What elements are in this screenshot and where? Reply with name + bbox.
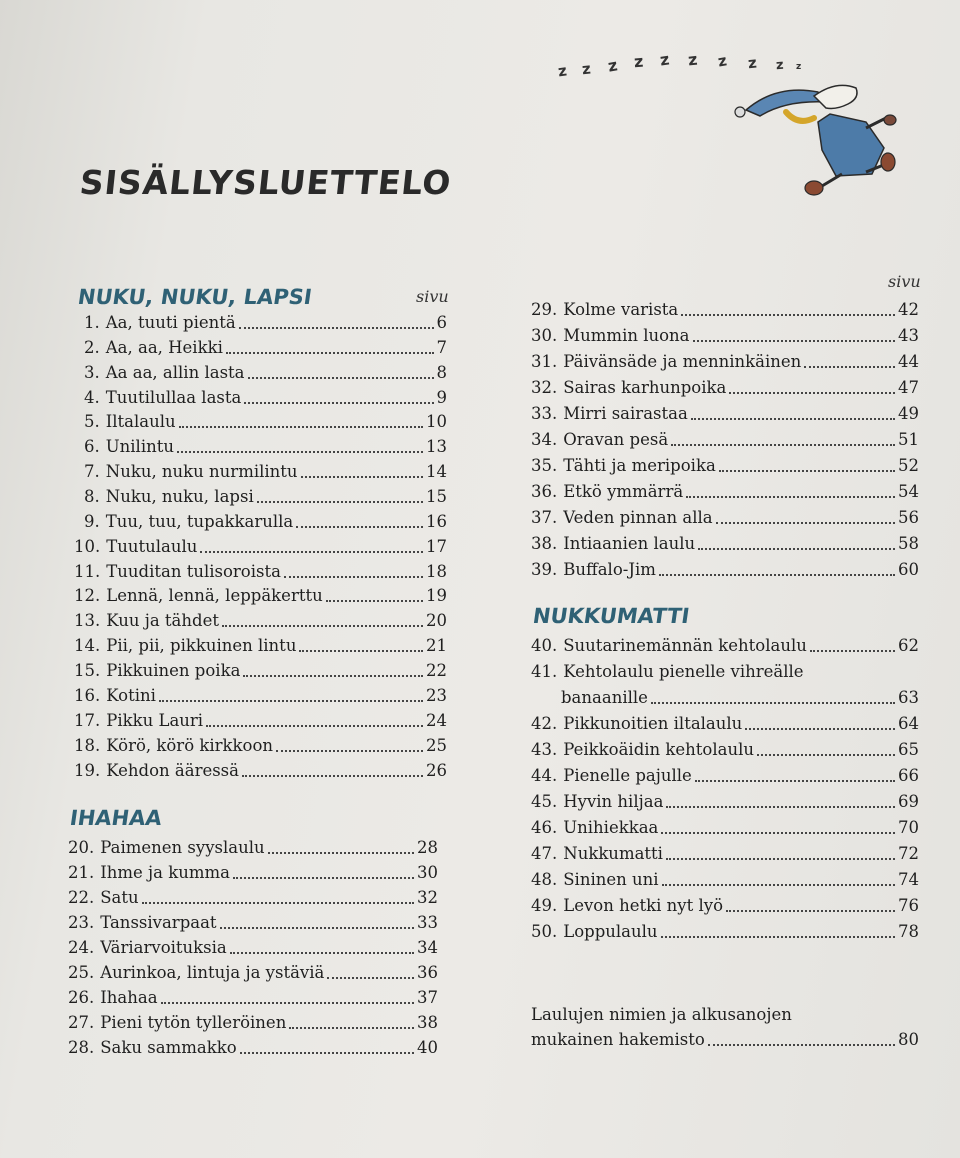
entry-page: 62 — [898, 636, 919, 655]
toc-entry[interactable] — [531, 790, 919, 814]
entry-number: 33. — [531, 404, 558, 423]
entry-number: 39. — [531, 560, 558, 579]
toc-entry[interactable] — [531, 428, 919, 452]
entry-page: 30 — [417, 863, 438, 882]
toc-entry[interactable] — [531, 660, 919, 684]
dot-leader — [327, 977, 414, 979]
dot-leader — [257, 501, 423, 503]
dot-leader — [200, 551, 423, 553]
dot-leader — [159, 700, 423, 702]
z-letter: z — [747, 53, 758, 73]
entry-page: 21 — [426, 636, 447, 655]
index-entry-title: mukainen hakemisto — [531, 1030, 705, 1049]
entry-page: 37 — [417, 988, 438, 1007]
entry-title: Kehtolaulu pienelle vihreälle — [563, 662, 804, 681]
entry-title: Hyvin hiljaa — [563, 792, 664, 811]
entry-title: Unilintu — [105, 437, 174, 456]
toc-entry[interactable] — [68, 961, 438, 985]
toc-entry[interactable] — [84, 460, 447, 484]
dot-leader — [233, 877, 414, 879]
toc-entry[interactable] — [531, 712, 919, 736]
nightcap-tassel — [735, 107, 745, 117]
toc-entry[interactable] — [531, 894, 919, 918]
entry-number: 32. — [531, 378, 558, 397]
entry-number: 20. — [68, 838, 95, 857]
entry-page: 70 — [898, 818, 919, 837]
entry-page: 36 — [417, 963, 438, 982]
entry-number: 43. — [531, 740, 558, 759]
page-column-label: sivu — [888, 272, 921, 291]
dot-leader — [226, 352, 434, 354]
entry-page: 38 — [417, 1013, 438, 1032]
toc-entry[interactable] — [531, 738, 919, 762]
toc-entry[interactable] — [531, 480, 919, 504]
dot-leader — [726, 910, 895, 912]
entry-page: 40 — [417, 1038, 438, 1057]
entry-title: Mummin luona — [563, 326, 690, 345]
entry-number: 35. — [531, 456, 558, 475]
dot-leader — [242, 775, 423, 777]
dot-leader — [243, 675, 423, 677]
entry-number: 23. — [68, 913, 95, 932]
dot-leader — [244, 402, 433, 404]
entry-title: Tuutilullaa lasta — [105, 388, 242, 407]
shoe-left — [805, 181, 823, 195]
toc-entry[interactable] — [74, 584, 447, 608]
entry-page: 69 — [898, 792, 919, 811]
toc-entry[interactable] — [74, 734, 447, 758]
entry-title: Kolme varista — [563, 300, 679, 319]
entry-number: 41. — [531, 662, 558, 681]
entry-page: 7 — [436, 338, 447, 357]
entry-number: 9. — [84, 512, 100, 531]
dot-leader — [681, 314, 895, 316]
entry-title: Nuku, nuku, lapsi — [105, 487, 254, 506]
entry-number: 42. — [531, 714, 558, 733]
entry-title: Nukkumatti — [563, 844, 663, 863]
dot-leader — [693, 340, 895, 342]
entry-title: Ihahaa — [100, 988, 158, 1007]
dot-leader — [284, 576, 423, 578]
dot-leader — [177, 451, 423, 453]
entry-number: 21. — [68, 863, 95, 882]
toc-entry[interactable] — [531, 506, 919, 530]
toc-entry-continuation[interactable] — [561, 686, 919, 710]
entry-page: 22 — [426, 661, 447, 680]
dot-leader — [804, 366, 895, 368]
entry-number: 25. — [68, 963, 95, 982]
entry-title: Tuu, tuu, tupakkarulla — [105, 512, 294, 531]
entry-page: 24 — [426, 711, 447, 730]
toc-entry[interactable] — [84, 311, 447, 335]
dot-leader — [220, 927, 414, 929]
entry-title: Peikkoäidin kehtolaulu — [563, 740, 755, 759]
toc-entry[interactable] — [531, 842, 919, 866]
dot-leader — [276, 750, 423, 752]
dot-leader — [240, 1052, 414, 1054]
dot-leader — [671, 444, 895, 446]
index-entry[interactable] — [531, 1028, 919, 1052]
toc-entry[interactable] — [531, 868, 919, 892]
entry-page: 28 — [417, 838, 438, 857]
entry-page: 43 — [898, 326, 919, 345]
entry-title: Pikkunoitien iltalaulu — [563, 714, 743, 733]
entry-number: 34. — [531, 430, 558, 449]
entry-page: 72 — [898, 844, 919, 863]
entry-page: 23 — [426, 686, 447, 705]
entry-number: 36. — [531, 482, 558, 501]
entry-title: Etkö ymmärrä — [563, 482, 684, 501]
entry-page: 33 — [417, 913, 438, 932]
entry-title: Pikkuinen poika — [106, 661, 241, 680]
dot-leader — [296, 526, 423, 528]
hair-strand — [786, 112, 814, 121]
entry-title: Lennä, lennä, leppäkerttu — [106, 586, 323, 605]
entry-page: 52 — [898, 456, 919, 475]
dot-leader — [206, 725, 423, 727]
entry-number: 17. — [74, 711, 101, 730]
entry-page: 76 — [898, 896, 919, 915]
entry-page: 9 — [436, 388, 447, 407]
page-title: SISÄLLYSLUETTELO — [77, 163, 454, 202]
toc-entry[interactable] — [68, 1011, 438, 1035]
entry-page: 49 — [898, 404, 919, 423]
dot-leader — [301, 476, 423, 478]
entry-page: 17 — [426, 537, 447, 556]
dot-leader — [299, 650, 423, 652]
dot-leader — [666, 806, 895, 808]
toc-entry[interactable] — [68, 836, 438, 860]
entry-number: 2. — [84, 338, 100, 357]
dot-leader — [142, 902, 414, 904]
entry-number: 26. — [68, 988, 95, 1007]
entry-number: 18. — [74, 736, 101, 755]
toc-entry[interactable] — [531, 350, 919, 374]
entry-number: 30. — [531, 326, 558, 345]
entry-title: Kehdon ääressä — [106, 761, 239, 780]
dot-leader — [698, 548, 895, 550]
entry-title: Ihme ja kumma — [100, 863, 231, 882]
entry-page: 18 — [426, 562, 447, 581]
entry-title: Oravan pesä — [563, 430, 669, 449]
z-letter: z — [796, 62, 802, 72]
dot-leader — [239, 327, 434, 329]
entry-title: Tuutulaulu — [106, 537, 198, 556]
toc-entry[interactable] — [84, 435, 447, 459]
entry-title: Kotini — [106, 686, 156, 705]
page-column-label: sivu — [416, 287, 449, 306]
entry-number: 13. — [74, 611, 101, 630]
entry-number: 46. — [531, 818, 558, 837]
entry-number: 3. — [84, 363, 100, 382]
entry-number: 5. — [84, 412, 100, 431]
toc-entry[interactable] — [531, 558, 919, 582]
entry-title: Tanssivarpaat — [100, 913, 217, 932]
toc-entry[interactable] — [74, 659, 447, 683]
entry-number: 29. — [531, 300, 558, 319]
entry-title: Suutarinemännän kehtolaulu — [563, 636, 807, 655]
toc-entry[interactable] — [74, 759, 447, 783]
entry-page: 56 — [898, 508, 919, 527]
entry-number: 38. — [531, 534, 558, 553]
entry-page: 6 — [436, 313, 447, 332]
entry-page: 54 — [898, 482, 919, 501]
toc-entry[interactable] — [74, 634, 447, 658]
entry-title: Tähti ja meripoika — [563, 456, 716, 475]
arm-line — [866, 118, 886, 128]
toc-entry[interactable] — [84, 386, 447, 410]
entry-number: 27. — [68, 1013, 95, 1032]
dot-leader — [248, 377, 434, 379]
entry-number: 19. — [74, 761, 101, 780]
sleepwalker-illustration — [726, 78, 906, 203]
entry-number: 11. — [74, 562, 101, 581]
dot-leader — [230, 952, 414, 954]
entry-title: Pikku Lauri — [106, 711, 204, 730]
section-title: IHAHAA — [68, 806, 164, 830]
entry-number: 40. — [531, 636, 558, 655]
entry-title: Aurinkoa, lintuja ja ystäviä — [100, 963, 325, 982]
entry-page: 15 — [426, 487, 447, 506]
toc-entry[interactable] — [74, 609, 447, 633]
toc-entry[interactable] — [84, 410, 447, 434]
entry-page: 25 — [426, 736, 447, 755]
entry-number: 28. — [68, 1038, 95, 1057]
entry-number: 15. — [74, 661, 101, 680]
dot-leader — [326, 600, 423, 602]
toc-entry[interactable] — [68, 986, 438, 1010]
toc-entry[interactable] — [531, 454, 919, 478]
head-shape — [814, 85, 857, 108]
toc-entry[interactable] — [531, 816, 919, 840]
entry-title: Väriarvoituksia — [100, 938, 227, 957]
toc-entry[interactable] — [531, 920, 919, 944]
entry-title: Iltalaulu — [105, 412, 176, 431]
dot-leader — [729, 392, 895, 394]
z-letter: z — [716, 51, 729, 71]
dot-leader — [691, 418, 895, 420]
entry-page: 13 — [426, 437, 447, 456]
toc-entry[interactable] — [84, 510, 447, 534]
toc-entry[interactable] — [68, 1036, 438, 1060]
entry-page: 32 — [417, 888, 438, 907]
entry-title: Levon hetki nyt lyö — [563, 896, 723, 915]
entry-page: 80 — [898, 1030, 919, 1049]
toc-entry[interactable] — [68, 886, 438, 910]
toc-entry[interactable] — [531, 532, 919, 556]
entry-number: 4. — [84, 388, 100, 407]
entry-number: 37. — [531, 508, 558, 527]
toc-entry[interactable] — [531, 298, 919, 322]
entry-title: Sairas karhunpoika — [563, 378, 727, 397]
entry-title: Kuu ja tähdet — [106, 611, 219, 630]
toc-entry[interactable] — [68, 911, 438, 935]
dot-leader — [695, 780, 895, 782]
entry-number: 22. — [68, 888, 95, 907]
entry-page: 16 — [426, 512, 447, 531]
toc-entry[interactable] — [74, 709, 447, 733]
entry-title: Unihiekkaa — [563, 818, 659, 837]
entry-page: 20 — [426, 611, 447, 630]
entry-title: Aa, tuuti pientä — [105, 313, 236, 332]
entry-number: 24. — [68, 938, 95, 957]
toc-entry[interactable] — [531, 764, 919, 788]
dot-leader — [161, 1002, 414, 1004]
hand-shape — [884, 115, 896, 125]
toc-entry[interactable] — [531, 324, 919, 348]
entry-title: Satu — [100, 888, 139, 907]
dot-leader — [289, 1027, 414, 1029]
entry-page: 78 — [898, 922, 919, 941]
entry-title: Nuku, nuku nurmilintu — [105, 462, 298, 481]
entry-number: 50. — [531, 922, 558, 941]
dot-leader — [661, 832, 895, 834]
entry-page: 60 — [898, 560, 919, 579]
toc-entry[interactable] — [531, 376, 919, 400]
entry-title: Mirri sairastaa — [563, 404, 688, 423]
dot-leader — [708, 1044, 895, 1046]
dot-leader — [810, 650, 895, 652]
entry-number: 47. — [531, 844, 558, 863]
entry-number: 12. — [74, 586, 101, 605]
entry-number: 48. — [531, 870, 558, 889]
entry-number: 10. — [74, 537, 101, 556]
entry-title: Sininen uni — [563, 870, 659, 889]
entry-title: Pienelle pajulle — [563, 766, 692, 785]
entry-title: Loppulaulu — [563, 922, 658, 941]
entry-page: 44 — [898, 352, 919, 371]
dot-leader — [716, 522, 895, 524]
dot-leader — [662, 884, 895, 886]
shoe-right — [881, 153, 895, 171]
entry-page: 63 — [898, 688, 919, 707]
entry-title: Päivänsäde ja menninkäinen — [563, 352, 802, 371]
entry-title: Tuuditan tulisoroista — [106, 562, 281, 581]
entry-number: 31. — [531, 352, 558, 371]
entry-page: 47 — [898, 378, 919, 397]
toc-entry[interactable] — [84, 336, 447, 360]
entry-page: 8 — [436, 363, 447, 382]
entry-number: 14. — [74, 636, 101, 655]
dot-leader — [666, 858, 895, 860]
entry-title: Veden pinnan alla — [563, 508, 713, 527]
dot-leader — [745, 728, 895, 730]
entry-title: Pieni tytön tylleröinen — [100, 1013, 287, 1032]
entry-title: Buffalo-Jim — [563, 560, 656, 579]
dot-leader — [222, 625, 423, 627]
toc-entry[interactable] — [74, 560, 447, 584]
entry-number: 16. — [74, 686, 101, 705]
dot-leader — [719, 470, 895, 472]
entry-number: 7. — [84, 462, 100, 481]
z-letter: z — [658, 49, 671, 70]
entry-title-continuation: banaanille — [561, 688, 648, 707]
z-letter: z — [556, 61, 568, 81]
entry-page: 34 — [417, 938, 438, 957]
entry-number: 1. — [84, 313, 100, 332]
z-letter: z — [775, 57, 785, 74]
dot-leader — [659, 574, 895, 576]
dot-leader — [661, 936, 895, 938]
entry-number: 8. — [84, 487, 100, 506]
entry-title: Aa aa, allin lasta — [105, 363, 245, 382]
toc-entry[interactable] — [68, 936, 438, 960]
entry-page: 65 — [898, 740, 919, 759]
entry-number: 49. — [531, 896, 558, 915]
entry-page: 26 — [426, 761, 447, 780]
section-title: NUKU, NUKU, LAPSI — [76, 285, 314, 309]
dot-leader — [686, 496, 895, 498]
entry-title: Aa, aa, Heikki — [105, 338, 223, 357]
entry-page: 66 — [898, 766, 919, 785]
z-letter: z — [687, 49, 699, 70]
z-letter: z — [606, 55, 619, 76]
entry-page: 58 — [898, 534, 919, 553]
entry-page: 14 — [426, 462, 447, 481]
dot-leader — [179, 426, 423, 428]
entry-title: Pii, pii, pikkuinen lintu — [106, 636, 297, 655]
toc-entry[interactable] — [84, 485, 447, 509]
toc-entry[interactable] — [74, 535, 447, 559]
toc-entry[interactable] — [84, 361, 447, 385]
dot-leader — [268, 852, 414, 854]
entry-page: 42 — [898, 300, 919, 319]
dot-leader — [651, 702, 895, 704]
z-letter: z — [633, 51, 644, 72]
entry-page: 10 — [426, 412, 447, 431]
z-letter: z — [581, 59, 592, 79]
entry-title: Körö, körö kirkkoon — [106, 736, 274, 755]
dot-leader — [757, 754, 895, 756]
entry-page: 74 — [898, 870, 919, 889]
entry-title: Saku sammakko — [100, 1038, 237, 1057]
toc-entry[interactable] — [531, 402, 919, 426]
toc-entry[interactable] — [68, 861, 438, 885]
entry-number: 44. — [531, 766, 558, 785]
section-title: NUKKUMATTI — [531, 604, 692, 628]
entry-page: 51 — [898, 430, 919, 449]
index-entry-line1: Laulujen nimien ja alkusanojen — [531, 1005, 792, 1024]
entry-page: 19 — [426, 586, 447, 605]
toc-entry[interactable] — [74, 684, 447, 708]
entry-title: Intiaanien laulu — [563, 534, 696, 553]
toc-entry[interactable] — [531, 634, 919, 658]
entry-number: 45. — [531, 792, 558, 811]
entry-page: 64 — [898, 714, 919, 733]
entry-title: Paimenen syyslaulu — [100, 838, 265, 857]
entry-number: 6. — [84, 437, 100, 456]
